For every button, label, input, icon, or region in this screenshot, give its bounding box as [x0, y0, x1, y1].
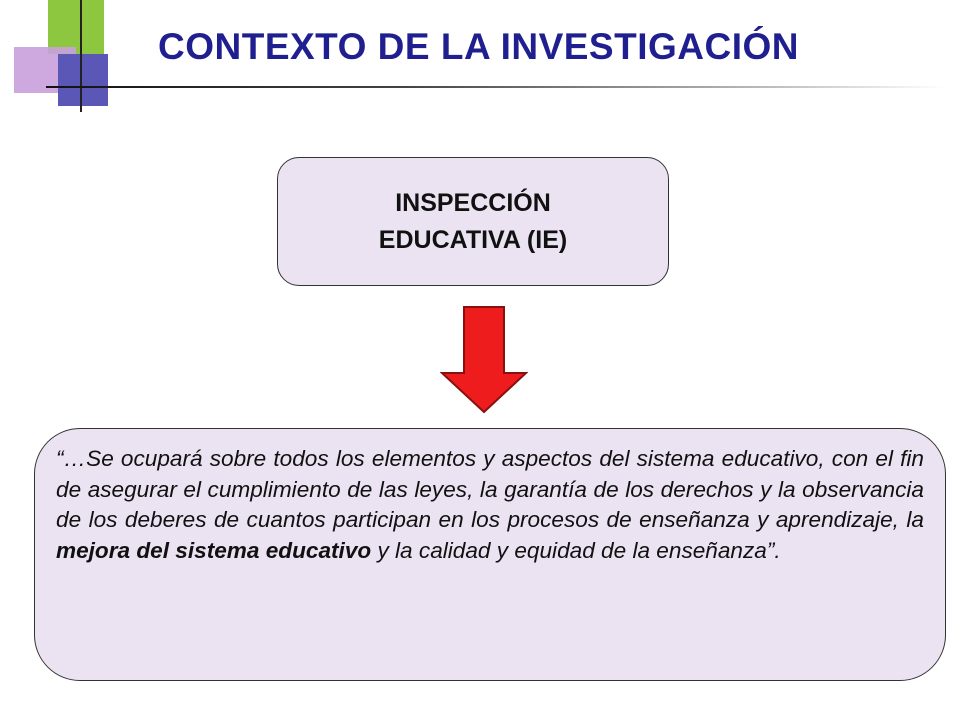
decor-square-green: [48, 0, 104, 54]
inspeccion-box: [277, 157, 669, 286]
decor-horizontal-line: [46, 86, 946, 88]
down-arrow-icon: [440, 305, 528, 415]
decor-vertical-line: [80, 0, 82, 112]
quote-emphasis: mejora del sistema educativo: [56, 538, 372, 564]
box-line-2: EDUCATIVA (IE): [378, 225, 568, 254]
quote-start: “…Se ocupará sobre todos los elementos y aspectos del sistema educativo, con el fin de asegurar el cumplimiento de las leyes, la garantía de los derechos y la observancia de los deberes de cuantos participan en los procesos de enseñanza y aprendizaje, la: [56, 446, 924, 533]
quote-text: [56, 444, 924, 567]
quote-end: y la calidad y equidad de la enseñanza”.: [371, 538, 781, 564]
box-line-1: INSPECCIÓN: [395, 189, 551, 218]
slide-title: CONTEXTO DE LA INVESTIGACIÓN: [158, 26, 799, 67]
decor-square-blue: [58, 54, 108, 106]
